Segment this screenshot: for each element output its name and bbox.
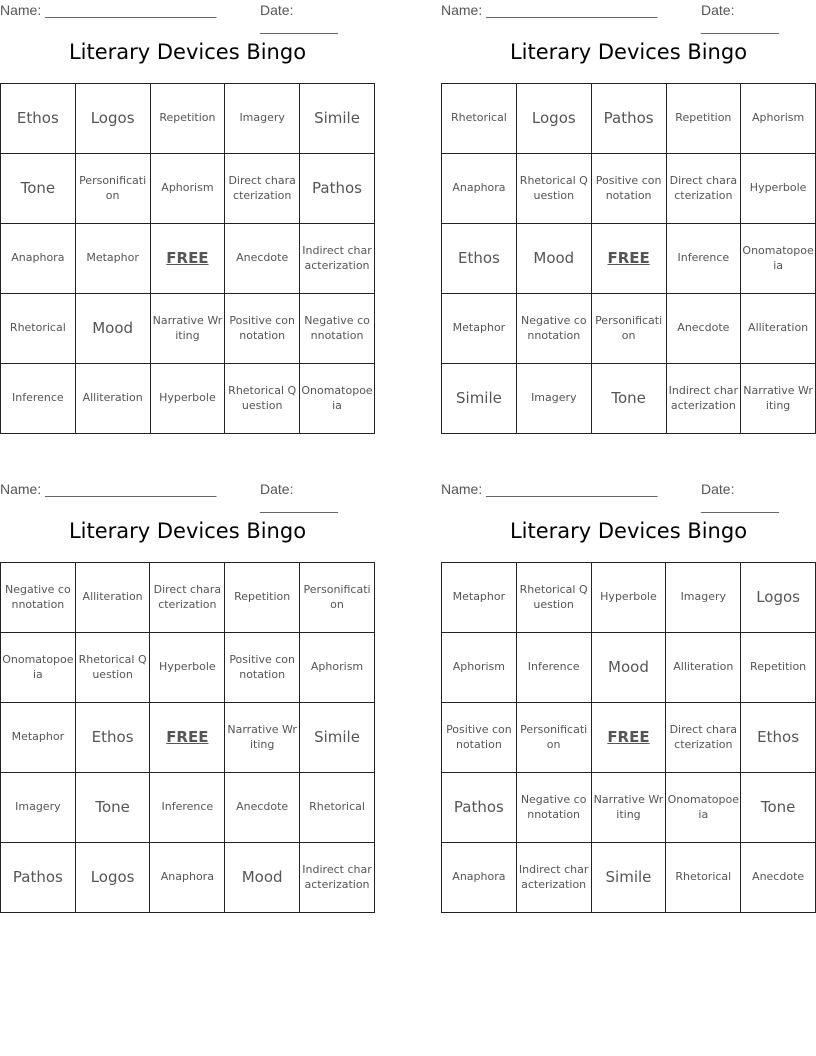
- bingo-cell: Logos: [75, 843, 150, 913]
- bingo-grid: [441, 562, 816, 913]
- name-line: Name: ______________________: [0, 2, 217, 18]
- bingo-cell: Logos: [741, 563, 816, 633]
- bingo-cell: Narrative Writing: [591, 773, 666, 843]
- card-title: Literary Devices Bingo: [68, 519, 307, 543]
- date-line: Date: __________: [260, 2, 338, 34]
- bingo-cell: Pathos: [300, 154, 375, 224]
- name-line: Name: ______________________: [441, 2, 658, 18]
- bingo-cell: Indirect characterization: [516, 843, 591, 913]
- bingo-cell: Repetition: [741, 633, 816, 703]
- bingo-cell: Rhetorical Question: [516, 563, 591, 633]
- bingo-cell: Indirect characterization: [666, 364, 741, 434]
- bingo-cell: Negative connotation: [300, 294, 375, 364]
- bingo-cell: Alliteration: [741, 294, 816, 364]
- bingo-cell: Onomatopoeia: [1, 633, 76, 703]
- bingo-row: [1, 224, 375, 294]
- bingo-cell: Tone: [591, 364, 666, 434]
- bingo-row: [1, 154, 375, 224]
- bingo-cell: Direct characterization: [150, 563, 225, 633]
- bingo-row: [1, 633, 375, 703]
- card-title: Literary Devices Bingo: [68, 40, 307, 64]
- bingo-cell: Narrative Writing: [225, 703, 300, 773]
- bingo-row: [442, 224, 816, 294]
- bingo-cell: Rhetorical Question: [75, 633, 150, 703]
- bingo-cell: Ethos: [442, 224, 517, 294]
- bingo-cell: Tone: [741, 773, 816, 843]
- bingo-cell: Rhetorical: [1, 294, 76, 364]
- bingo-cell: Aphorism: [741, 84, 816, 154]
- bingo-cell: Hyperbole: [150, 364, 225, 434]
- bingo-cell: Alliteration: [75, 563, 150, 633]
- bingo-cell: Alliteration: [75, 364, 150, 434]
- bingo-cell: Onomatopoeia: [300, 364, 375, 434]
- bingo-cell: Onomatopoeia: [741, 224, 816, 294]
- bingo-cell: Rhetorical: [666, 843, 741, 913]
- bingo-cell: Ethos: [1, 84, 76, 154]
- bingo-cell: Aphorism: [300, 633, 375, 703]
- bingo-row: [1, 563, 375, 633]
- bingo-cell: Simile: [442, 364, 517, 434]
- bingo-cell: Rhetorical: [442, 84, 517, 154]
- bingo-cell: Simile: [300, 703, 375, 773]
- card-title: Literary Devices Bingo: [509, 40, 748, 64]
- bingo-row: [1, 364, 375, 434]
- bingo-row: [1, 843, 375, 913]
- bingo-cell: Logos: [75, 84, 150, 154]
- bingo-cell: Inference: [666, 224, 741, 294]
- bingo-cell: Personification: [591, 294, 666, 364]
- bingo-cell: Metaphor: [442, 294, 517, 364]
- free-space: FREE: [591, 224, 666, 294]
- bingo-cell: Direct characterization: [666, 703, 741, 773]
- bingo-cell: Hyperbole: [591, 563, 666, 633]
- bingo-cell: Pathos: [1, 843, 76, 913]
- bingo-cell: Imagery: [516, 364, 591, 434]
- bingo-cell: Anecdote: [225, 224, 300, 294]
- bingo-row: [442, 633, 816, 703]
- bingo-cell: Negative connotation: [1, 563, 76, 633]
- bingo-cell: Narrative Writing: [150, 294, 225, 364]
- bingo-cell: Inference: [516, 633, 591, 703]
- bingo-cell: Simile: [591, 843, 666, 913]
- bingo-row: [1, 84, 375, 154]
- bingo-row: [442, 843, 816, 913]
- bingo-cell: Indirect characterization: [300, 224, 375, 294]
- bingo-cell: Anaphora: [442, 154, 517, 224]
- bingo-cell: Tone: [1, 154, 76, 224]
- bingo-cell: Aphorism: [150, 154, 225, 224]
- name-line: Name: ______________________: [0, 481, 217, 497]
- bingo-cell: Ethos: [75, 703, 150, 773]
- bingo-cell: Simile: [300, 84, 375, 154]
- date-line: Date: __________: [701, 481, 779, 513]
- bingo-cell: Metaphor: [1, 703, 76, 773]
- card-header: [441, 2, 816, 34]
- bingo-cell: Repetition: [225, 563, 300, 633]
- bingo-cell: Personification: [75, 154, 150, 224]
- date-line: Date: __________: [701, 2, 779, 34]
- bingo-cell: Anaphora: [150, 843, 225, 913]
- bingo-cell: Rhetorical Question: [225, 364, 300, 434]
- bingo-cell: Inference: [150, 773, 225, 843]
- bingo-row: [442, 84, 816, 154]
- bingo-cell: Ethos: [741, 703, 816, 773]
- bingo-cell: Negative connotation: [516, 294, 591, 364]
- bingo-row: [1, 294, 375, 364]
- bingo-cell: Anecdote: [225, 773, 300, 843]
- bingo-cell: Metaphor: [442, 563, 517, 633]
- bingo-cell: Positive connotation: [591, 154, 666, 224]
- free-space: FREE: [150, 703, 225, 773]
- bingo-cell: Logos: [516, 84, 591, 154]
- bingo-cell: Mood: [591, 633, 666, 703]
- bingo-cell: Mood: [516, 224, 591, 294]
- bingo-row: [442, 773, 816, 843]
- bingo-cell: Anaphora: [1, 224, 76, 294]
- bingo-grid: [0, 562, 375, 913]
- free-space: FREE: [150, 224, 225, 294]
- bingo-cell: Mood: [75, 294, 150, 364]
- bingo-cell: Anecdote: [741, 843, 816, 913]
- bingo-cell: Indirect characterization: [300, 843, 375, 913]
- bingo-row: [442, 154, 816, 224]
- bingo-row: [442, 364, 816, 434]
- card-header: [441, 481, 816, 513]
- bingo-cell: Pathos: [591, 84, 666, 154]
- card-title: Literary Devices Bingo: [509, 519, 748, 543]
- bingo-cell: Direct characterization: [225, 154, 300, 224]
- bingo-row: [442, 563, 816, 633]
- bingo-cell: Onomatopoeia: [666, 773, 741, 843]
- bingo-row: [1, 773, 375, 843]
- bingo-cell: Repetition: [666, 84, 741, 154]
- card-header: [0, 2, 375, 34]
- bingo-cell: Positive connotation: [442, 703, 517, 773]
- bingo-row: [442, 294, 816, 364]
- name-line: Name: ______________________: [441, 481, 658, 497]
- bingo-cell: Imagery: [666, 563, 741, 633]
- bingo-cell: Hyperbole: [741, 154, 816, 224]
- bingo-cell: Inference: [1, 364, 76, 434]
- bingo-cell: Imagery: [225, 84, 300, 154]
- bingo-cell: Anaphora: [442, 843, 517, 913]
- free-space: FREE: [591, 703, 666, 773]
- bingo-cell: Imagery: [1, 773, 76, 843]
- bingo-cell: Hyperbole: [150, 633, 225, 703]
- bingo-cell: Narrative Writing: [741, 364, 816, 434]
- bingo-cell: Rhetorical: [300, 773, 375, 843]
- bingo-cell: Metaphor: [75, 224, 150, 294]
- bingo-cell: Personification: [516, 703, 591, 773]
- date-line: Date: __________: [260, 481, 338, 513]
- bingo-cell: Positive connotation: [225, 294, 300, 364]
- bingo-cell: Mood: [225, 843, 300, 913]
- bingo-cell: Direct characterization: [666, 154, 741, 224]
- bingo-cell: Pathos: [442, 773, 517, 843]
- bingo-cell: Repetition: [150, 84, 225, 154]
- bingo-grid: [0, 83, 375, 434]
- bingo-grid: [441, 83, 816, 434]
- bingo-cell: Tone: [75, 773, 150, 843]
- bingo-row: [1, 703, 375, 773]
- bingo-cell: Positive connotation: [225, 633, 300, 703]
- bingo-row: [442, 703, 816, 773]
- bingo-cell: Anecdote: [666, 294, 741, 364]
- bingo-cell: Alliteration: [666, 633, 741, 703]
- bingo-cell: Rhetorical Question: [516, 154, 591, 224]
- card-header: [0, 481, 375, 513]
- bingo-cell: Personification: [300, 563, 375, 633]
- bingo-cell: Aphorism: [442, 633, 517, 703]
- bingo-cell: Negative connotation: [516, 773, 591, 843]
